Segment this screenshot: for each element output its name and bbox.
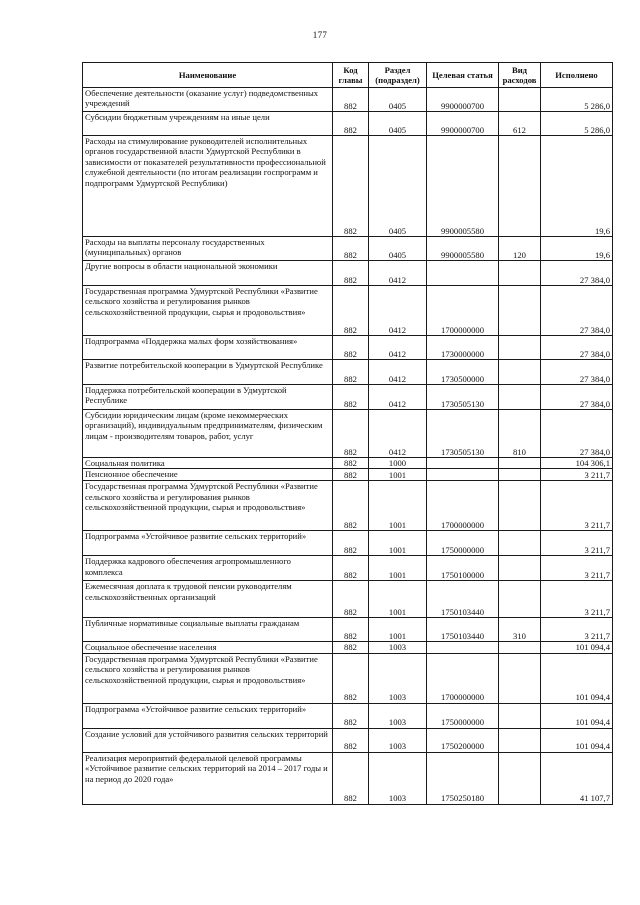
table-row: [83, 642, 613, 653]
cell-name: Публичные нормативные социальные выплаты гражданам: [83, 618, 333, 642]
cell-name: Расходы на стимулирование руководителей исполнительных органов государственной власти Удмуртской Республики в зависимости от показателей результативности профессиональной служебной деятельности (по итогам реализации госпрограмм и подпрограмм Удмуртской Республики): [83, 136, 333, 237]
cell-code: 882: [333, 469, 369, 481]
cell-section: 0405: [369, 136, 427, 237]
table-row: [83, 410, 613, 458]
cell-kind: [499, 703, 541, 728]
table-row: [83, 556, 613, 581]
cell-amount: 19,6: [541, 136, 613, 237]
cell-name: Другие вопросы в области национальной экономики: [83, 261, 333, 286]
table-body: [83, 88, 613, 805]
cell-article: 1750103440: [427, 581, 499, 618]
cell-code: 882: [333, 385, 369, 410]
cell-section: 0412: [369, 336, 427, 360]
cell-amount: 27 384,0: [541, 385, 613, 410]
cell-section: 1000: [369, 458, 427, 469]
table-row: [83, 581, 613, 618]
cell-kind: [499, 458, 541, 469]
cell-amount: 3 211,7: [541, 531, 613, 556]
cell-article: 1750000000: [427, 531, 499, 556]
cell-amount: 3 211,7: [541, 618, 613, 642]
cell-code: 882: [333, 458, 369, 469]
cell-kind: 810: [499, 410, 541, 458]
cell-amount: 3 211,7: [541, 469, 613, 481]
cell-code: 882: [333, 531, 369, 556]
cell-article: 1750000000: [427, 703, 499, 728]
cell-section: 1001: [369, 469, 427, 481]
cell-amount: 27 384,0: [541, 336, 613, 360]
table-header-row: [83, 63, 613, 88]
header-code: Код главы: [333, 63, 369, 88]
cell-amount: 5 286,0: [541, 112, 613, 136]
header-amount: Исполнено: [541, 63, 613, 88]
table-row: [83, 458, 613, 469]
cell-code: 882: [333, 728, 369, 752]
cell-name: Социальная политика: [83, 458, 333, 469]
table-row: [83, 360, 613, 385]
cell-name: Подпрограмма «Устойчивое развитие сельских территорий»: [83, 703, 333, 728]
cell-kind: 612: [499, 112, 541, 136]
cell-code: 882: [333, 360, 369, 385]
cell-kind: [499, 581, 541, 618]
cell-article: 1750250180: [427, 752, 499, 804]
header-name: Наименование: [83, 63, 333, 88]
table-row: [83, 237, 613, 261]
cell-section: 1001: [369, 481, 427, 531]
table-row: [83, 531, 613, 556]
table-row: [83, 261, 613, 286]
cell-kind: [499, 469, 541, 481]
cell-code: 882: [333, 752, 369, 804]
cell-name: Обеспечение деятельности (оказание услуг) подведомственных учреждений: [83, 88, 333, 112]
cell-article: [427, 458, 499, 469]
cell-name: Ежемесячная доплата к трудовой пенсии руководителям сельскохозяйственных организаций: [83, 581, 333, 618]
cell-section: 1001: [369, 618, 427, 642]
cell-name: Развитие потребительской кооперации в Удмуртской Республике: [83, 360, 333, 385]
cell-code: 882: [333, 112, 369, 136]
cell-article: 1730505130: [427, 410, 499, 458]
cell-kind: [499, 481, 541, 531]
cell-article: 1700000000: [427, 286, 499, 336]
cell-name: Пенсионное обеспечение: [83, 469, 333, 481]
cell-section: 0405: [369, 112, 427, 136]
cell-article: 1750100000: [427, 556, 499, 581]
cell-kind: [499, 360, 541, 385]
table-row: [83, 88, 613, 112]
cell-code: 882: [333, 481, 369, 531]
table-row: [83, 752, 613, 804]
cell-article: 1750200000: [427, 728, 499, 752]
cell-name: Субсидии бюджетным учреждениям на иные цели: [83, 112, 333, 136]
cell-section: 1003: [369, 752, 427, 804]
header-article: Целевая статья: [427, 63, 499, 88]
cell-section: 1001: [369, 531, 427, 556]
table-row: [83, 136, 613, 237]
table-row: [83, 618, 613, 642]
cell-code: 882: [333, 136, 369, 237]
cell-article: 9900005580: [427, 237, 499, 261]
cell-section: 1003: [369, 728, 427, 752]
cell-name: Поддержка потребительской кооперации в Удмуртской Республике: [83, 385, 333, 410]
cell-section: 0412: [369, 385, 427, 410]
cell-section: 1001: [369, 581, 427, 618]
cell-section: 1003: [369, 703, 427, 728]
cell-code: 882: [333, 653, 369, 703]
cell-kind: [499, 728, 541, 752]
cell-article: 9900005580: [427, 136, 499, 237]
table-row: [83, 653, 613, 703]
cell-kind: [499, 653, 541, 703]
cell-amount: 27 384,0: [541, 410, 613, 458]
cell-name: Социальное обеспечение населения: [83, 642, 333, 653]
cell-amount: 3 211,7: [541, 581, 613, 618]
cell-amount: 27 384,0: [541, 360, 613, 385]
cell-kind: 120: [499, 237, 541, 261]
cell-kind: [499, 385, 541, 410]
cell-name: Подпрограмма «Поддержка малых форм хозяйствования»: [83, 336, 333, 360]
header-section: Раздел (подраздел): [369, 63, 427, 88]
cell-code: 882: [333, 410, 369, 458]
cell-kind: [499, 286, 541, 336]
cell-section: 0412: [369, 360, 427, 385]
cell-article: 9900000700: [427, 88, 499, 112]
cell-article: 1750103440: [427, 618, 499, 642]
cell-name: Государственная программа Удмуртской Республики «Развитие сельского хозяйства и регулирования рынков сельскохозяйственной продукции, сырья и продовольствия»: [83, 653, 333, 703]
cell-kind: [499, 556, 541, 581]
cell-name: Реализация мероприятий федеральной целевой программы «Устойчивое развитие сельских территорий на 2014 – 2017 годы и на период до 2020 года»: [83, 752, 333, 804]
cell-article: [427, 642, 499, 653]
cell-code: 882: [333, 261, 369, 286]
cell-section: 1001: [369, 556, 427, 581]
table-row: [83, 703, 613, 728]
cell-name: Создание условий для устойчивого развития сельских территорий: [83, 728, 333, 752]
cell-section: 0412: [369, 286, 427, 336]
cell-name: Поддержка кадрового обеспечения агропромышленного комплекса: [83, 556, 333, 581]
cell-name: Субсидии юридическим лицам (кроме некоммерческих организаций), индивидуальным предпринимателям, физическим лицам - производителям товаров, работ, услуг: [83, 410, 333, 458]
cell-article: [427, 469, 499, 481]
cell-section: 0405: [369, 237, 427, 261]
cell-amount: 101 094,4: [541, 728, 613, 752]
table-row: [83, 469, 613, 481]
cell-amount: 101 094,4: [541, 703, 613, 728]
cell-article: 1700000000: [427, 653, 499, 703]
cell-kind: [499, 261, 541, 286]
cell-amount: 101 094,4: [541, 653, 613, 703]
header-kind: Вид расходов: [499, 63, 541, 88]
cell-article: 1700000000: [427, 481, 499, 531]
table-row: [83, 385, 613, 410]
cell-kind: [499, 642, 541, 653]
page-number: 177: [312, 30, 328, 40]
cell-name: Подпрограмма «Устойчивое развитие сельских территорий»: [83, 531, 333, 556]
cell-code: 882: [333, 556, 369, 581]
cell-name: Государственная программа Удмуртской Республики «Развитие сельского хозяйства и регулирования рынков сельскохозяйственной продукции, сырья и продовольствия»: [83, 286, 333, 336]
cell-article: 9900000700: [427, 112, 499, 136]
cell-amount: 27 384,0: [541, 286, 613, 336]
cell-amount: 3 211,7: [541, 556, 613, 581]
cell-code: 882: [333, 336, 369, 360]
cell-kind: [499, 88, 541, 112]
cell-article: 1730500000: [427, 360, 499, 385]
cell-code: 882: [333, 88, 369, 112]
cell-article: 1730000000: [427, 336, 499, 360]
cell-kind: [499, 136, 541, 237]
cell-code: 882: [333, 237, 369, 261]
cell-code: 882: [333, 642, 369, 653]
cell-article: [427, 261, 499, 286]
table-row: [83, 728, 613, 752]
cell-amount: 101 094,4: [541, 642, 613, 653]
cell-amount: 27 384,0: [541, 261, 613, 286]
table-row: [83, 286, 613, 336]
cell-amount: 19,6: [541, 237, 613, 261]
cell-code: 882: [333, 581, 369, 618]
cell-section: 0412: [369, 410, 427, 458]
cell-section: 1003: [369, 653, 427, 703]
cell-kind: [499, 336, 541, 360]
cell-amount: 3 211,7: [541, 481, 613, 531]
cell-section: 0405: [369, 88, 427, 112]
cell-kind: [499, 531, 541, 556]
table-row: [83, 112, 613, 136]
budget-execution-table: [82, 62, 613, 805]
cell-kind: [499, 752, 541, 804]
cell-name: Государственная программа Удмуртской Республики «Развитие сельского хозяйства и регулирования рынков сельскохозяйственной продукции, сырья и продовольствия»: [83, 481, 333, 531]
cell-amount: 41 107,7: [541, 752, 613, 804]
table-row: [83, 336, 613, 360]
cell-kind: 310: [499, 618, 541, 642]
cell-name: Расходы на выплаты персоналу государственных (муниципальных) органов: [83, 237, 333, 261]
cell-code: 882: [333, 618, 369, 642]
cell-code: 882: [333, 286, 369, 336]
cell-amount: 5 286,0: [541, 88, 613, 112]
cell-amount: 104 306,1: [541, 458, 613, 469]
cell-section: 0412: [369, 261, 427, 286]
cell-section: 1003: [369, 642, 427, 653]
cell-article: 1730505130: [427, 385, 499, 410]
table-row: [83, 481, 613, 531]
cell-code: 882: [333, 703, 369, 728]
